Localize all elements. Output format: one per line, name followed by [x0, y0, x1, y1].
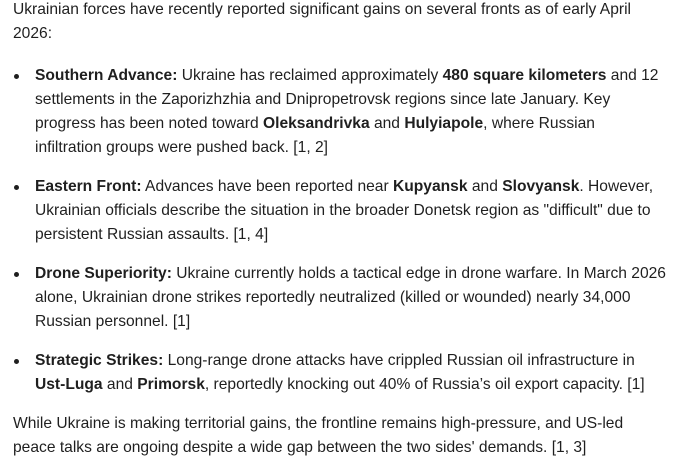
item-title: Strategic Strikes: — [35, 352, 164, 369]
item-text: Advances have been reported near — [141, 178, 393, 195]
item-text: and — [102, 376, 138, 393]
item-title: Eastern Front: — [35, 178, 142, 195]
item-title: Drone Superiority: — [35, 265, 172, 282]
list-item-southern-advance — [13, 64, 666, 160]
bullet-dot-icon — [14, 272, 19, 277]
item-text: and 12 settlements in the Zaporizhzhia and Dnipropetrovsk regions since late January. Key progress has been noted toward — [35, 67, 659, 132]
item-text: , reportedly knocking out 40% of Russia’s oil export capacity. [1] — [204, 376, 645, 393]
intro-paragraph: Ukrainian forces have recently reported significant gains on several fronts as of early April 2026: — [13, 1, 631, 42]
item-text: and — [369, 115, 405, 132]
item-title: Southern Advance: — [35, 67, 178, 84]
conclusion-paragraph: While Ukraine is making territorial gains, the frontline remains high-pressure, and US-led peace talks are ongoing despite a wide gap between the two sides' demands. [1, 3] — [13, 415, 624, 456]
item-bold-text: 480 square kilometers — [442, 67, 607, 84]
item-bold-text: Oleksandrivka — [263, 115, 370, 132]
bullet-dot-icon — [14, 185, 19, 190]
item-text: and — [467, 178, 503, 195]
item-bold-text: Primorsk — [137, 376, 205, 393]
list-item-drone-superiority — [13, 262, 666, 334]
list-item-strategic-strikes — [13, 349, 666, 397]
item-text: Ukraine currently holds a tactical edge in drone warfare. In March 2026 alone, Ukrainian drone strikes reportedly neutralized (killed or wounded) nearly 34,000 Russian personnel. [1] — [35, 265, 666, 330]
item-bold-text: Slovyansk — [502, 178, 580, 195]
item-bold-text: Kupyansk — [393, 178, 468, 195]
item-text: Ukraine has reclaimed approximately — [177, 67, 443, 84]
item-bold-text: Ust-Luga — [35, 376, 103, 393]
item-text: Long-range drone attacks have crippled Russian oil infrastructure in — [163, 352, 635, 369]
list-item-eastern-front — [13, 175, 666, 247]
bullet-list — [13, 64, 666, 397]
bullet-dot-icon — [14, 359, 19, 364]
item-text: , where Russian infiltration groups were pushed back. [1, 2] — [35, 115, 595, 156]
item-bold-text: Hulyiapole — [404, 115, 484, 132]
bullet-dot-icon — [14, 74, 19, 79]
item-text: . However, Ukrainian officials describe the situation in the broader Donetsk region as "difficult" due to persistent Russian assaults. [1, 4] — [35, 178, 654, 243]
